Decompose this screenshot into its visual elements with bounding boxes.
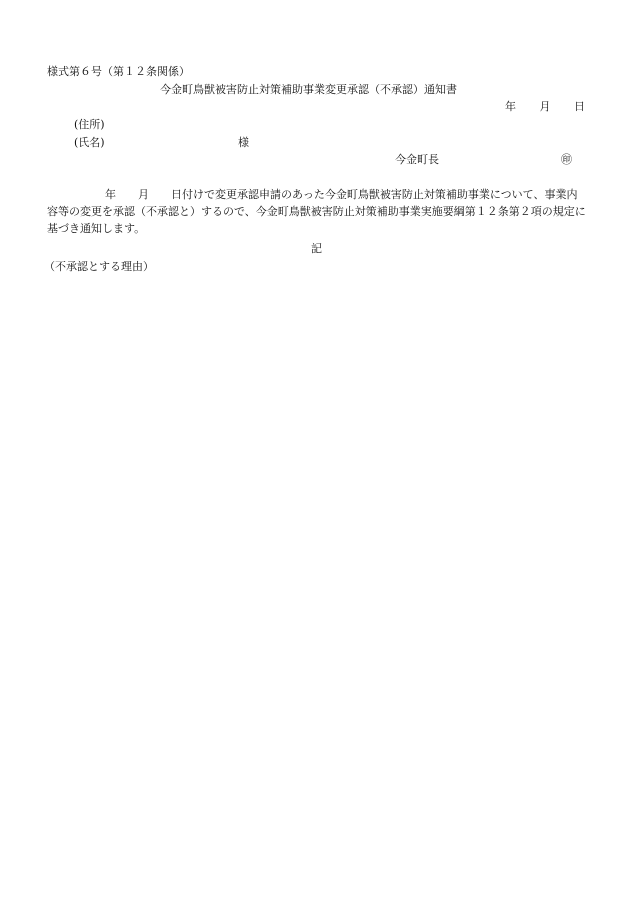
rejection-reason-label: （不承認とする理由） bbox=[44, 260, 154, 273]
issuer-name: 今金町長 bbox=[395, 153, 439, 166]
notice-body bbox=[47, 186, 587, 237]
notice-paragraph: 年 月 日付けで変更承認申請のあった今金町鳥獣被害防止対策補助事業について、事業内容等の変更を承認（不承認と）するので、今金町鳥獣被害防止対策補助事業実施要綱第１２条第２項の規定に基づき通知します。 bbox=[47, 188, 586, 235]
form-number: 様式第６号（第１２条関係） bbox=[47, 65, 190, 78]
seal-mark: ㊞ bbox=[561, 153, 572, 166]
recipient-name-label: (氏名) bbox=[74, 136, 105, 149]
date-day: 日 bbox=[574, 100, 585, 113]
record-marker: 記 bbox=[311, 242, 322, 255]
document-title: 今金町鳥獣被害防止対策補助事業変更承認（不承認）通知書 bbox=[160, 83, 457, 96]
recipient-address-label: (住所) bbox=[74, 118, 105, 131]
date-line bbox=[505, 99, 585, 115]
date-year: 年 bbox=[505, 100, 516, 113]
recipient-honorific: 様 bbox=[238, 136, 249, 149]
date-month: 月 bbox=[539, 100, 551, 113]
